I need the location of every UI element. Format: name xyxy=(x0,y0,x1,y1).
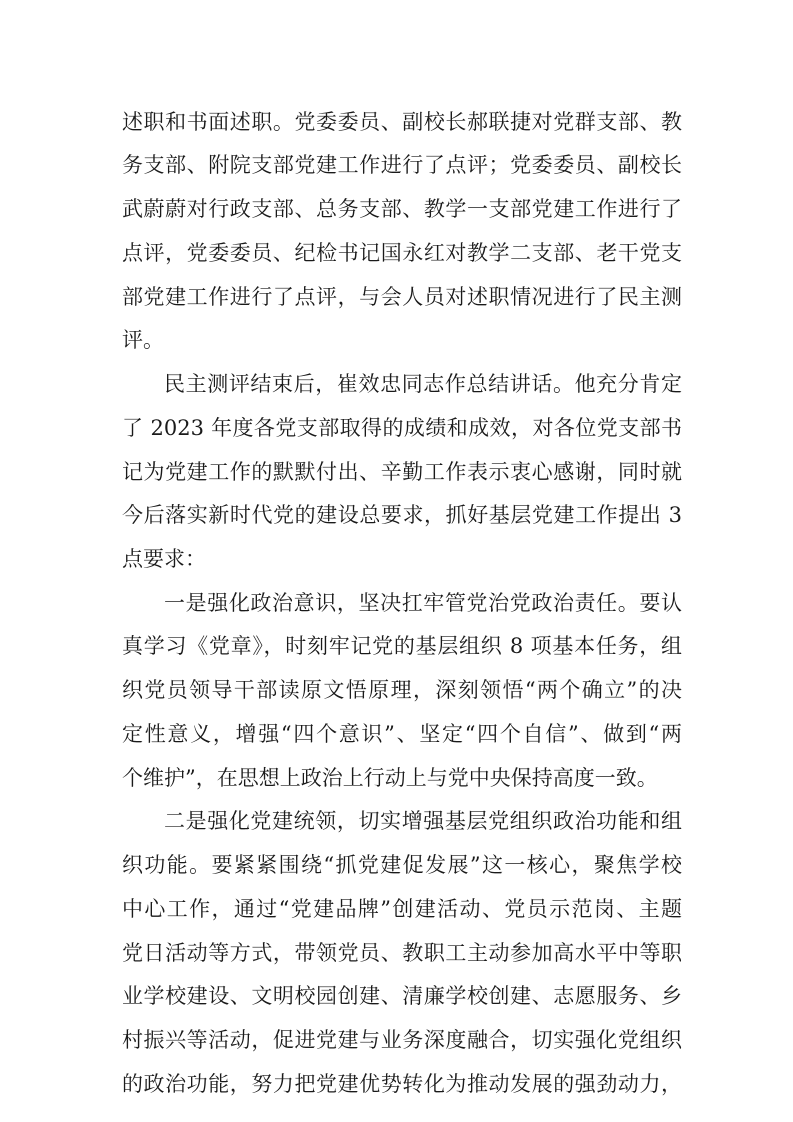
text-line: 业学校建设、文明校园创建、清廉学校创建、志愿服务、乡 xyxy=(122,984,682,1008)
text-line: 真学习《党章》，时刻牢记党的基层组织 8 项基本任务，组 xyxy=(122,634,682,658)
text-line: 点评，党委委员、纪检书记国永红对教学二支部、老干党支 xyxy=(122,241,682,265)
paragraph-first-line: 一是强化政治意识，坚决扛牢管党治党政治责任。要认 xyxy=(164,591,682,615)
paragraph-first-line: 民主测评结束后，崔效忠同志作总结讲话。他充分肯定 xyxy=(164,372,682,396)
text-line: 定性意义，增强“四个意识”、坚定“四个自信”、做到“两 xyxy=(122,722,682,746)
text-line: 党日活动等方式，带领党员、教职工主动参加高水平中等职 xyxy=(122,941,682,965)
text-line: 织党员领导干部读原文悟原理，深刻领悟“两个确立”的决 xyxy=(122,678,682,702)
text-line: 个维护”，在思想上政治上行动上与党中央保持高度一致。 xyxy=(122,766,658,790)
text-line: 了 2023 年度各党支部取得的成绩和成效，对各位党支部书 xyxy=(122,416,682,440)
text-line: 中心工作，通过“党建品牌”创建活动、党员示范岗、主题 xyxy=(122,897,682,921)
text-line: 织功能。要紧紧围绕“抓党建促发展”这一核心，聚焦学校 xyxy=(122,853,682,877)
paragraph-first-line: 二是强化党建统领，切实增强基层党组织政治功能和组 xyxy=(164,809,682,833)
text-line: 评。 xyxy=(122,328,164,352)
text-line: 记为党建工作的默默付出、辛勤工作表示衷心感谢，同时就 xyxy=(122,460,682,484)
text-line: 点要求： xyxy=(122,547,206,571)
text-line: 述职和书面述职。党委委员、副校长郝联捷对党群支部、教 xyxy=(122,110,682,134)
text-line: 部党建工作进行了点评，与会人员对述职情况进行了民主测 xyxy=(122,285,682,309)
text-line: 的政治功能，努力把党建优势转化为推动发展的强劲动力， xyxy=(122,1072,682,1096)
text-line: 今后落实新时代党的建设总要求，抓好基层党建工作提出 3 xyxy=(122,503,682,527)
text-line: 务支部、附院支部党建工作进行了点评；党委委员、副校长 xyxy=(122,153,682,177)
text-line: 村振兴等活动，促进党建与业务深度融合，切实强化党组织 xyxy=(122,1028,682,1052)
text-line: 武蔚蔚对行政支部、总务支部、教学一支部党建工作进行了 xyxy=(122,197,682,221)
